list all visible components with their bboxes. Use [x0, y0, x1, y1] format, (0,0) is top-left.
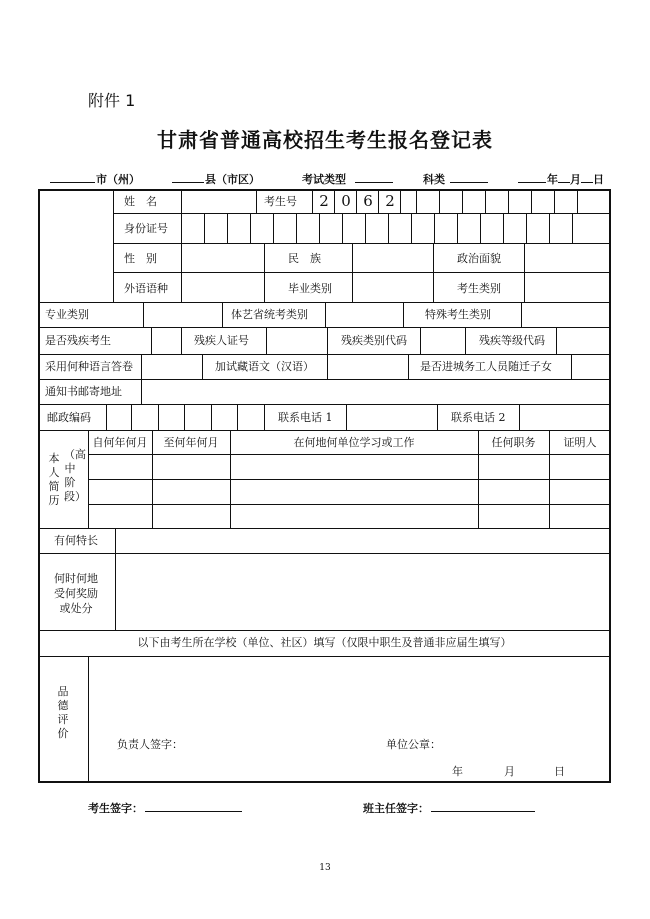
- political-label: 政治面貌: [457, 252, 501, 265]
- city-label: 市（州）: [96, 173, 140, 186]
- phone1-label: 联系电话 1: [278, 411, 333, 424]
- witness-header: 证明人: [563, 436, 597, 449]
- grad-type-label: 毕业类别: [288, 282, 332, 295]
- resume-note: （高中阶段）: [64, 448, 86, 503]
- to-ym-header: 至何年何月: [163, 436, 219, 449]
- position-header: 任何职务: [491, 436, 536, 449]
- form-title: 甘肃省普通高校招生考生报名登记表: [157, 128, 493, 152]
- subject-label: 科类: [423, 173, 445, 186]
- foreign-lang-label: 外语语种: [124, 282, 168, 295]
- candidate-sign-blank[interactable]: [145, 811, 242, 812]
- exam-no-digit: 2: [319, 192, 329, 210]
- answer-lang-label: 采用何种语言答卷: [45, 360, 133, 373]
- moral-eval-label: 品德评价: [57, 685, 69, 740]
- teacher-sign-label: 班主任签字：: [363, 802, 429, 815]
- day-label: 日: [593, 173, 604, 186]
- major-type-label: 专业类别: [45, 308, 89, 321]
- exam-no-digit: 6: [363, 192, 373, 210]
- exam-no-label: 考生号: [264, 195, 297, 208]
- school-fill-note: 以下由考生所在学校（单位、社区）填写（仅限中职生及普通非应届生填写）: [137, 636, 512, 649]
- county-label: 县（市区）: [205, 173, 260, 186]
- teacher-sign-blank[interactable]: [431, 811, 535, 812]
- disability-code-label: 残疾类别代码: [341, 334, 407, 347]
- tibetan-label: 加试藏语文（汉语）: [215, 360, 314, 373]
- registration-form: [38, 189, 611, 783]
- exam-no-digit: 0: [341, 192, 351, 210]
- mail-address-label: 通知书邮寄地址: [45, 385, 122, 398]
- exam-type-label: 考试类型: [302, 173, 346, 186]
- year-blank[interactable]: [518, 182, 546, 183]
- arts-type-label: 体艺省统考类别: [231, 308, 308, 321]
- awards-label: 何时何地受何奖励或处分: [54, 572, 98, 615]
- special-type-label: 特殊考生类别: [425, 308, 491, 321]
- eval-day-label: 日: [554, 765, 565, 778]
- phone2-label: 联系电话 2: [451, 411, 506, 424]
- ethnicity-label: 民 族: [288, 252, 321, 265]
- candidate-type-label: 考生类别: [457, 282, 501, 295]
- from-ym-header: 自何年何月: [92, 436, 148, 449]
- id-no-label: 身份证号: [124, 222, 168, 235]
- exam-no-digit: 2: [385, 192, 395, 210]
- city-blank[interactable]: [50, 182, 95, 183]
- day-blank[interactable]: [581, 182, 593, 183]
- month-label: 月: [570, 173, 581, 186]
- month-blank[interactable]: [558, 182, 570, 183]
- county-blank[interactable]: [172, 182, 204, 183]
- disabled-label: 是否残疾考生: [45, 334, 111, 347]
- exam-type-blank[interactable]: [355, 182, 393, 183]
- candidate-sign-label: 考生签字：: [88, 802, 143, 815]
- eval-month-label: 月: [504, 765, 515, 778]
- postcode-label: 邮政编码: [47, 411, 91, 424]
- disability-level-label: 残疾等级代码: [479, 334, 545, 347]
- leader-sign-label: 负责人签字：: [117, 738, 183, 751]
- migrant-label: 是否进城务工人员随迁子女: [420, 360, 552, 373]
- subject-blank[interactable]: [450, 182, 488, 183]
- name-label: 姓 名: [124, 195, 157, 208]
- eval-year-label: 年: [452, 765, 463, 778]
- year-label: 年: [547, 173, 558, 186]
- unit-seal-label: 单位公章：: [386, 738, 441, 751]
- gender-label: 性 别: [124, 252, 157, 265]
- specialty-label: 有何特长: [54, 534, 98, 547]
- disabled-cert-label: 残疾人证号: [194, 334, 249, 347]
- page-number: 13: [319, 863, 331, 873]
- resume-label: 本人简历: [48, 452, 60, 507]
- attachment-label: 附件 1: [88, 91, 136, 110]
- where-header: 在何地何单位学习或工作: [293, 436, 415, 449]
